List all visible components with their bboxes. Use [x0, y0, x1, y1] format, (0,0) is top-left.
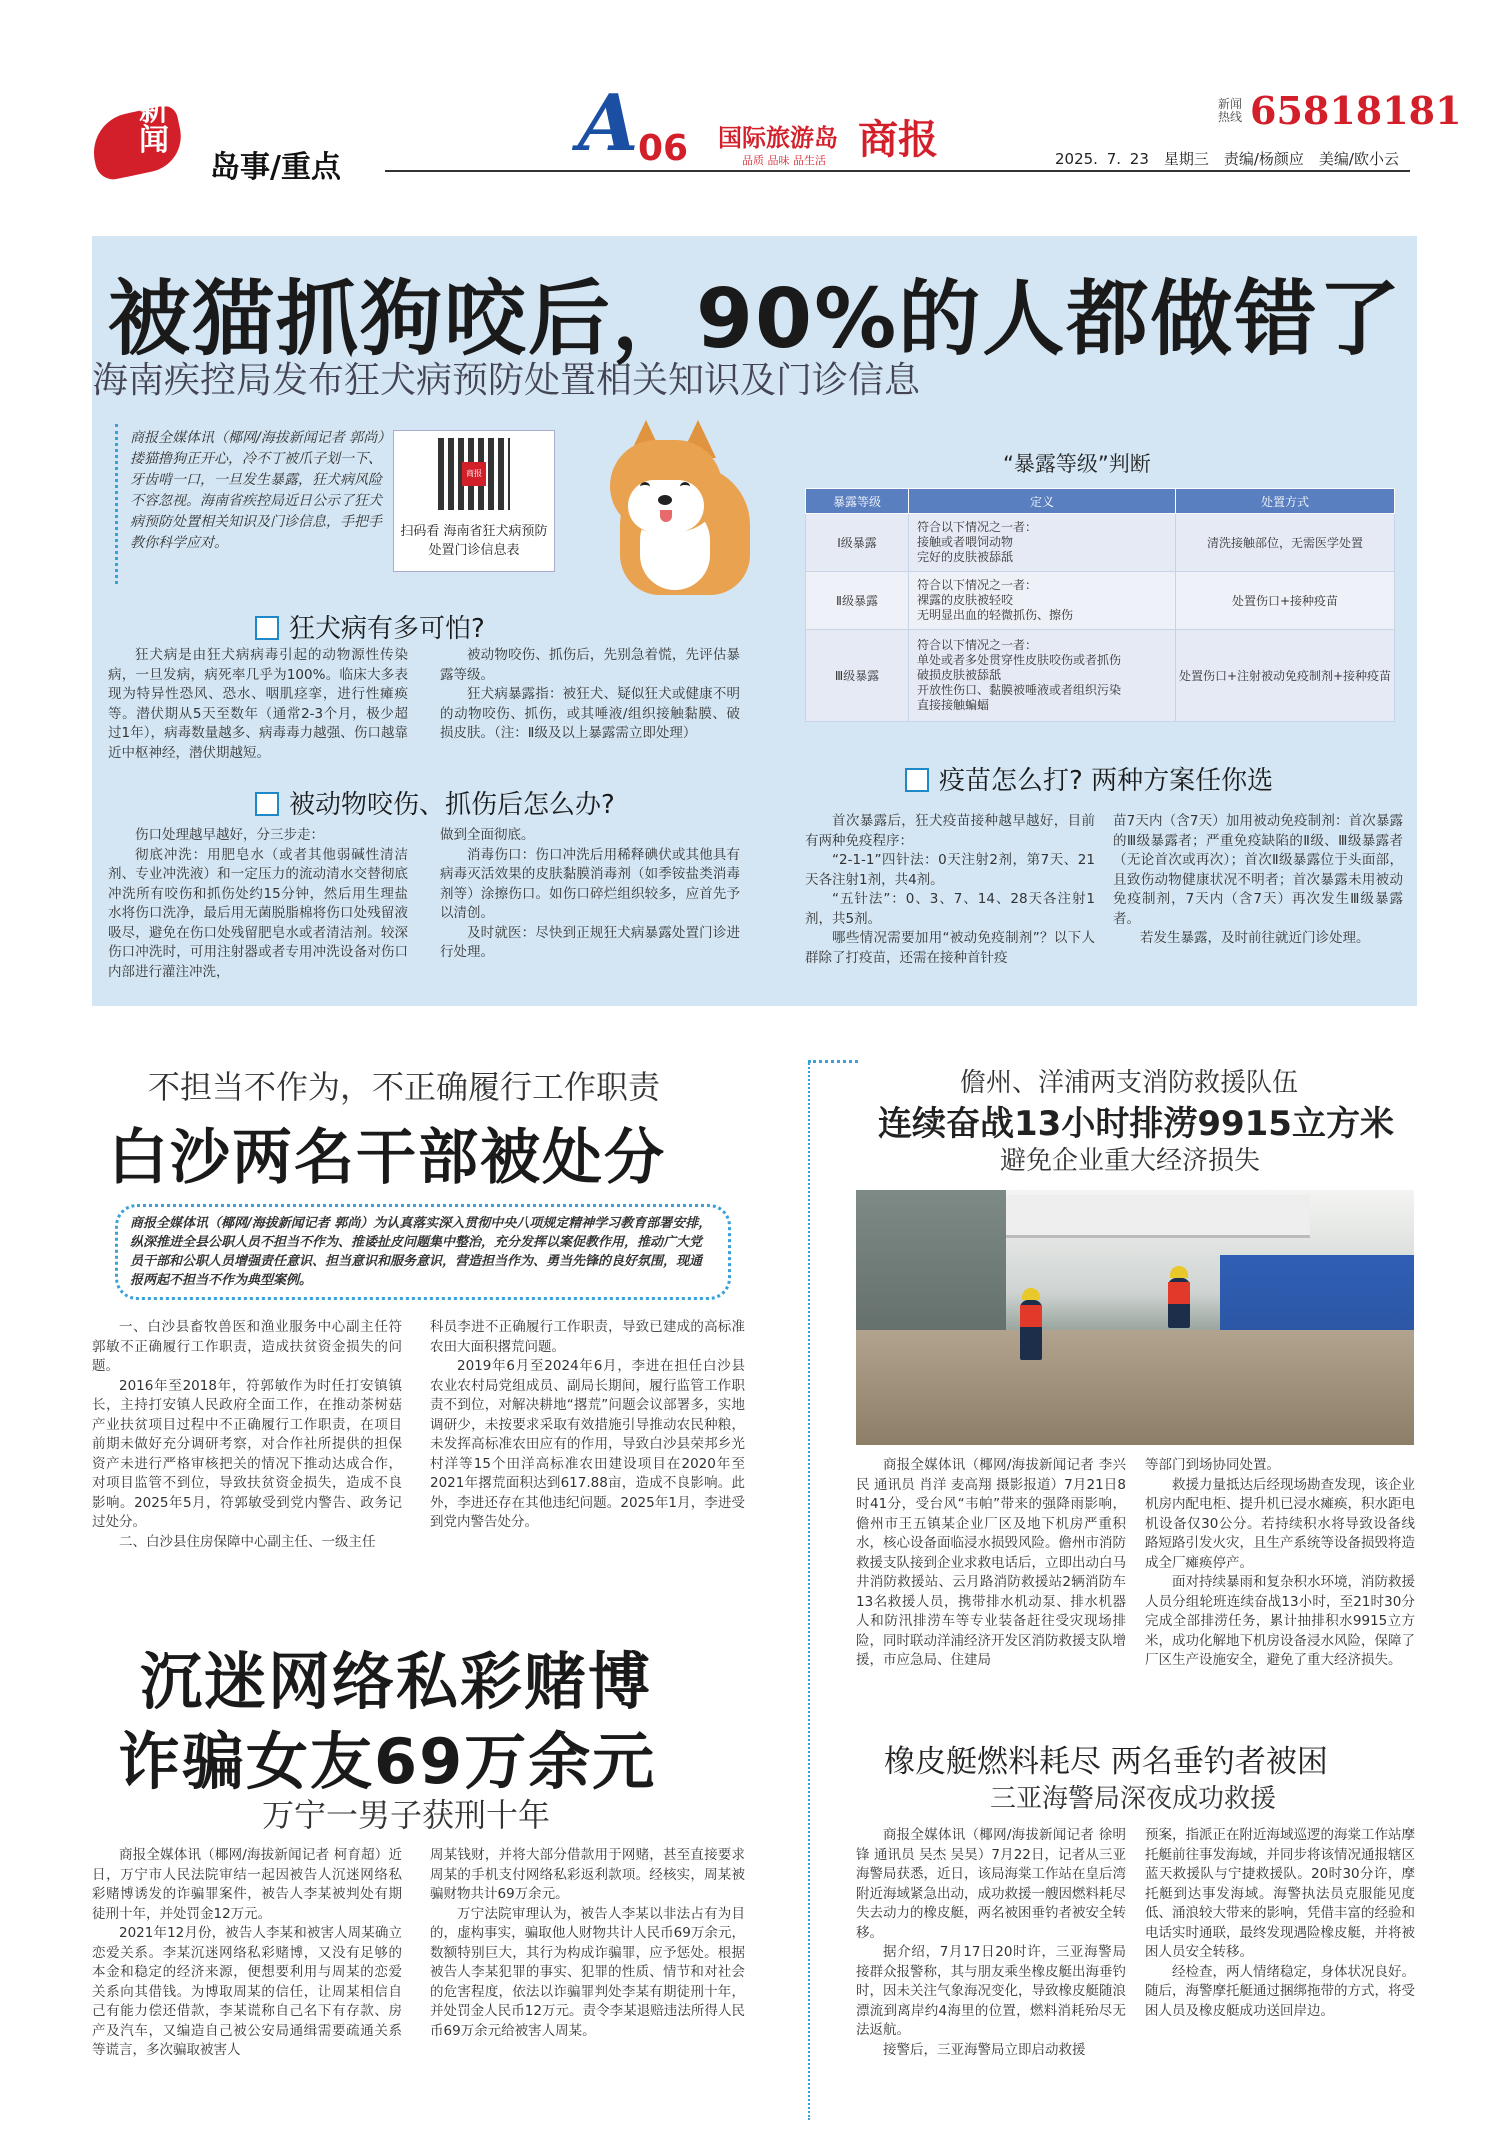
- definition-line: 单处或者多处贯穿性皮肤咬伤或者抓伤: [917, 653, 1122, 667]
- paragraph: 伤口处理越早越好，分三步走：: [135, 827, 324, 843]
- gambling-title-line-2: 诈骗女友69万余元: [118, 1725, 657, 1798]
- definition-line: 符合以下情况之一者：: [917, 638, 1038, 652]
- rescuer-helmet-icon: [1170, 1266, 1188, 1278]
- paragraph: 2021年12月份，被告人李某和被害人周某确立恋爱关系。李某沉迷网络私彩赌博，又没有足够的本金和稳定的经济来源，便想要利用与周某的恋爱关系向其借钱。为博取周某的信任，让周某相信自己有能力偿还借款，李某谎称自己名下有存款、房产及汽车，又编造自己被公安局通缉需要疏通关系等谎言，多次骗取被害人: [92, 1925, 402, 2058]
- exposure-level: Ⅰ级暴露: [806, 514, 909, 572]
- rabies-col-2: [440, 646, 740, 744]
- paragraph: 狂犬病暴露指：被狂犬、疑似狂犬或健康不明的动物咬伤、抓伤，或其唾液/组织接触黏膜、破损皮肤。（注：Ⅱ级及以上暴露需立即处理）: [440, 686, 740, 741]
- paragraph: 二、白沙县住房保障中心副主任、一级主任: [119, 1533, 376, 1550]
- paper-name: 国际旅游岛: [718, 124, 838, 152]
- exposure-table-title: “暴露等级”判断: [1003, 452, 1151, 476]
- paragraph: 苗7天内（含7天）加用被动免疫制剂：首次暴露的Ⅲ级暴露者；严重免疫缺陷的Ⅱ级、Ⅲ级暴露者（无论首次或再次）；首次Ⅱ级暴露位于头面部，且致伤动物健康状况不明者；首次暴露未用被动免疫制剂，7天内（含7天）再次发生Ⅲ级暴露者。: [1113, 813, 1403, 927]
- table-header-row: [806, 489, 1395, 514]
- paragraph: 预案，指派正在附近海域巡逻的海棠工作站摩托艇前往事发海域，并同步将该情况通报辖区蓝天救援队与宁捷救援队。20时30分许，摩托艇到达事发海域。海警执法员克服能见度低、涌浪较大带来的影响，凭借丰富的经验和电话实时通联，最终发现遇险橡皮艇，并将被困人员安全转移。: [1145, 1827, 1415, 1960]
- paragraph: 经检查，两人情绪稳定，身体状况良好。随后，海警摩托艇通过捆绑拖带的方式，将受困人员及橡皮艇成功送回岸边。: [1145, 1963, 1415, 2019]
- feature-title: 被猫抓狗咬后，90%的人都做错了: [108, 272, 1403, 367]
- paper-slogan: 品质 品味 品生活: [742, 154, 826, 167]
- paragraph: 彻底冲洗：用肥皂水（或者其他弱碱性清洁剂、专业冲洗液）和一定压力的流动清水交替彻底冲洗所有咬伤和抓伤处约15分钟，然后用生理盐水将伤口洗净，最后用无菌脱脂棉将伤口处残留液吸尽，避免在伤口处残留肥皂水或者清洁剂。较深伤口冲洗时，可用注射器或者专用冲洗设备对伤口内部进行灌注冲洗，: [108, 846, 408, 980]
- paragraph: 2019年6月至2024年6月，李进在担任白沙县农业农村局党组成员、副局长期间，履行监管工作职责不到位，对解决耕地“撂荒”问题会议部署多，实地调研少，未按要求采取有效措施引导推动农民种粮，未发挥高标准农田应有的作用，导致白沙县荣邦乡光村洋等15个田洋高标准农田建设项目在2020年至2021年撂荒面积达到617.88亩，造成不良影响。此外，李进还存在其他违纪问题。2025年1月，李进受到党内警告处分。: [430, 1358, 745, 1530]
- section-heading-rabies: [255, 608, 485, 645]
- page-number: 06: [638, 128, 689, 169]
- paragraph: 一、白沙县畜牧兽医和渔业服务中心副主任符郭敏不正确履行工作职责，造成扶贫资金损失的问题。: [92, 1319, 402, 1374]
- dog-eye-right: [680, 482, 690, 491]
- definition-line: 裸露的皮肤被轻咬: [917, 593, 1014, 607]
- hotline-number: 65818181: [1250, 88, 1462, 133]
- rescuer-vest: [1020, 1305, 1042, 1327]
- fire-subtitle: 避免企业重大经济损失: [1000, 1146, 1261, 1176]
- masthead: [0, 0, 1500, 190]
- gambling-col-1: [92, 1846, 402, 2061]
- qr-caption: 扫码看 海南省狂犬病预防处置门诊信息表: [400, 524, 548, 558]
- paragraph: 做到全面彻底。: [440, 827, 535, 843]
- feature-lead: 商报全媒体讯（椰网/海拔新闻记者 郭尚）搂猫撸狗正开心，冷不丁被爪子划一下、牙齿啃一口，一旦发生暴露，狂犬病风险不容忽视。海南省疾控局近日公示了狂犬病预防处置相关知识及门诊信息，手把手教你科学应对。: [130, 430, 392, 551]
- paragraph: 救援力量抵达后经现场勘查发现，该企业机房内配电柜、提升机已浸水瘫痪，积水距电机设备仅30公分。若持续积水将导致设备线路短路引发火灾，且生产系统等设备损毁将造成全厂瘫痪停产。: [1145, 1476, 1415, 1571]
- paragraph: 2016年至2018年，符郭敏作为时任打安镇镇长，主持打安镇人民政府全面工作，在推动茶树菇产业扶贫项目过程中不正确履行工作职责，在项目前期未做好充分调研考察，对合作社所提供的担保资产未进行严格审核把关的情况下推动达成合作，对项目监管不到位，导致扶贫资金损失，造成不良影响。2025年5月，符郭敏受到党内警告、政务记过处分。: [92, 1377, 402, 1530]
- paragraph: 万宁法院审理认为，被告人李某以非法占有为目的，虚构事实，骗取他人财物共计人民币69万余元，数额特别巨大，其行为构成诈骗罪，应予惩处。根据被告人李某犯罪的事实、犯罪的性质、情节和对社会的危害程度，依法以诈骗罪判处李某有期徒刑十年，并处罚金人民币12万元。责令李某退赔违法所得人民币69万余元给被害人周某。: [430, 1905, 745, 2039]
- section-name: 岛事/重点: [210, 150, 341, 185]
- square-bullet-icon: [905, 768, 929, 792]
- paper-name-script: 商报: [858, 116, 938, 163]
- column-divider: [808, 1060, 810, 2120]
- boat-subtitle: 三亚海警局深夜成功救援: [990, 1784, 1277, 1814]
- exposure-treatment: 清洗接触部位，无需医学处置: [1176, 514, 1395, 572]
- paragraph: 周某钱财，并将大部分借款用于网赌，甚至直接要求周某的手机支付网络私彩返利款项。经核实，周某被骗财物共计69万余元。: [430, 1847, 745, 1902]
- paragraph: 等部门到场协同处置。: [1145, 1457, 1280, 1473]
- fire-col-2: [1145, 1456, 1415, 1671]
- definition-line: 无明显出血的轻微抓伤、擦伤: [917, 608, 1074, 622]
- page-letter: A: [578, 78, 639, 169]
- dog-tongue: [660, 510, 672, 522]
- date-editor-line: 2025. 7. 23 星期三 责编/杨颜应 美编/欧小云: [1055, 150, 1399, 168]
- table-header-cell: 处置方式: [1176, 489, 1395, 514]
- gambling-col-2: [430, 1846, 745, 2041]
- paragraph: “五针法”：0、3、7、14、28天各注射1剂，共5剂。: [805, 891, 1095, 927]
- vaccine-col-2: [1113, 812, 1403, 949]
- rescuer-vest: [1168, 1282, 1190, 1304]
- exposure-level: Ⅲ级暴露: [806, 630, 909, 722]
- fire-col-1: [856, 1456, 1126, 1671]
- paragraph: 消毒伤口：伤口冲洗后用稀释碘伏或其他具有病毒灭活效果的皮肤黏膜消毒剂（如季铵盐类消毒剂等）涂擦伤口。如伤口碎烂组织较多，应首先予以清创。: [440, 846, 740, 921]
- exposure-definition: [909, 630, 1176, 722]
- gambling-title-line-1: 沉迷网络私彩赌博: [140, 1645, 653, 1718]
- boat-col-1: [856, 1826, 1126, 2060]
- definition-line: 开放性伤口、黏膜被唾液或者组织污染: [917, 683, 1122, 697]
- definition-line: 符合以下情况之一者：: [917, 520, 1038, 534]
- baisha-kicker: 不担当不作为，不正确履行工作职责: [148, 1068, 661, 1106]
- wound-col-1: [108, 826, 408, 982]
- divider-cap: [808, 1060, 858, 1063]
- baisha-title: 白沙两名干部被处分: [108, 1123, 666, 1193]
- table-row: [806, 630, 1395, 722]
- paragraph: 商报全媒体讯（椰网/海拔新闻记者 李兴民 通讯员 肖洋 麦高翔 摄影报道）7月21日8时41分，受台风“韦帕”带来的强降雨影响，儋州市王五镇某企业厂区及地下机房严重积水，核心设备面临浸水损毁风险。儋州市消防救援支队接到企业求救电话后，立即出动白马井消防救援站、云月路消防救援站2辆消防车13名救援人员，携带排水机动泵、排水机器人和防汛排涝车等专业装备赶往受灾现场排险，同时联动洋浦经济开发区消防救援支队增援，市应急局、住建局: [856, 1457, 1126, 1668]
- exposure-definition: [909, 514, 1176, 572]
- gambling-subtitle: 万宁一男子获刑十年: [262, 1796, 551, 1834]
- baisha-col-2: [430, 1318, 745, 1533]
- table-header-cell: 定义: [909, 489, 1176, 514]
- paragraph: “2-1-1”四针法：0天注射2剂，第7天、21天各注射1剂，共4剂。: [805, 852, 1095, 888]
- paragraph: 商报全媒体讯（椰网/海拔新闻记者 柯育超）近日，万宁市人民法院审结一起因被告人沉迷网络私彩赌博诱发的诈骗罪案件，被告人李某被判处有期徒刑十年，并处罚金12万元。: [92, 1847, 402, 1922]
- wound-col-2: [440, 826, 740, 963]
- photo-floodwater: [856, 1330, 1414, 1445]
- section-heading-vaccine: [905, 760, 1273, 797]
- paragraph: 哪些情况需要加用“被动免疫制剂”？以下人群除了打疫苗，还需在接种首针疫: [805, 930, 1095, 966]
- section-heading-text: 狂犬病有多可怕?: [289, 614, 485, 644]
- paragraph: 商报全媒体讯（椰网/海拔新闻记者 徐明锋 通讯员 吴杰 吴昊）7月22日，记者从三亚海警局获悉，近日，该局海棠工作站在皇后湾附近海域紧急出动，成功救援一艘因燃料耗尽失去动力的橡皮艇，两名被困垂钓者被安全转移。: [856, 1827, 1126, 1941]
- feature-subtitle: 海南疾控局发布狂犬病预防处置相关知识及门诊信息: [92, 360, 921, 401]
- section-heading-text: 被动物咬伤、抓伤后怎么办?: [289, 790, 615, 820]
- baisha-lead: 商报全媒体讯（椰网/海拔新闻记者 郭尚）为认真落实深入贯彻中央八项规定精神学习教育部署安排，纵深推进全县公职人员不担当不作为、推诿扯皮问题集中整治，充分发挥以案促教作用，推动广大党员干部和公职人员增强责任意识、担当意识和服务意识，营造担当作为、勇当先锋的良好氛围，现通报两起不担当不作为典型案例。: [130, 1216, 712, 1288]
- exposure-definition: [909, 572, 1176, 630]
- boat-title: 橡皮艇燃料耗尽 两名垂钓者被困: [884, 1744, 1328, 1780]
- paragraph: 狂犬病是由狂犬病病毒引起的动物源性传染病，一旦发病，病死率几乎为100%。临床大多表现为特异性恐风、恐水、咽肌痉挛，进行性瘫痪等。潜伏期从5天至数年（通常2-3个月，极少超过1年），病毒数量越多、病毒毒力越强、伤口越靠近中枢神经，潜伏期越短。: [108, 647, 408, 761]
- dog-nose: [658, 495, 672, 505]
- definition-line: 符合以下情况之一者：: [917, 578, 1038, 592]
- rabies-col-1: [108, 646, 408, 763]
- paper-logo-text: 新闻: [139, 93, 169, 158]
- table-row: [806, 572, 1395, 630]
- definition-line: 完好的皮肤被舔舐: [917, 550, 1014, 564]
- hotline-label: 新闻热线: [1218, 97, 1243, 124]
- paragraph: 据介绍，7月17日20时许，三亚海警局接群众报警称，其与朋友乘坐橡皮艇出海垂钓时，因未关注气象海况变化，导致橡皮艇随浪漂流到离岸约4海里的位置，燃料消耗殆尽无法返航。: [856, 1944, 1126, 2038]
- photo-roof: [960, 1195, 1310, 1238]
- baisha-col-1: [92, 1318, 402, 1552]
- paragraph: 及时就医：尽快到正规狂犬病暴露处置门诊进行处理。: [440, 924, 740, 960]
- paragraph: 面对持续暴雨和复杂积水环境，消防救援人员分组轮班连续奋战13小时，至21时30分完成全部排涝任务，累计抽排积水9915立方米，成功化解地下机房设备浸水风险，保障了厂区生产设施安全，避免了重大经济损失。: [1145, 1574, 1415, 1668]
- definition-line: 接触或者喂饲动物: [917, 535, 1014, 549]
- rescuer-helmet-icon: [1022, 1288, 1040, 1300]
- dog-eye-left: [640, 482, 650, 491]
- vaccine-col-1: [805, 812, 1095, 968]
- paragraph: 首次暴露后，狂犬疫苗接种越早越好，目前有两种免疫程序：: [805, 813, 1095, 849]
- definition-line: 直接接触蝙蝠: [917, 698, 990, 712]
- paragraph: 科员李进不正确履行工作职责，导致已建成的高标准农田大面积撂荒问题。: [430, 1319, 745, 1355]
- section-heading-what-to-do: [255, 784, 615, 821]
- fire-title: 连续奋战13小时排涝9915立方米: [878, 1104, 1394, 1144]
- exposure-level: Ⅱ级暴露: [806, 572, 909, 630]
- exposure-table: [805, 488, 1395, 722]
- paragraph: 接警后，三亚海警局立即启动救援: [883, 2041, 1086, 2058]
- qr-badge: 商报: [462, 462, 486, 486]
- fire-kicker: 儋州、洋浦两支消防救援队伍: [960, 1068, 1299, 1098]
- section-heading-text: 疫苗怎么打? 两种方案任你选: [939, 766, 1274, 796]
- boat-col-2: [1145, 1826, 1415, 2021]
- definition-line: 破损皮肤被舔舐: [917, 668, 1002, 682]
- table-row: [806, 514, 1395, 572]
- exposure-treatment: 处置伤口+接种疫苗: [1176, 572, 1395, 630]
- paragraph: 被动物咬伤、抓伤后，先别急着慌，先评估暴露等级。: [440, 647, 740, 683]
- header-rule: [385, 170, 1410, 172]
- paragraph: 若发生暴露，及时前往就近门诊处理。: [1140, 930, 1370, 946]
- table-header-cell: 暴露等级: [806, 489, 909, 514]
- square-bullet-icon: [255, 616, 279, 640]
- square-bullet-icon: [255, 792, 279, 816]
- exposure-treatment: 处置伤口+注射被动免疫制剂+接种疫苗: [1176, 630, 1395, 722]
